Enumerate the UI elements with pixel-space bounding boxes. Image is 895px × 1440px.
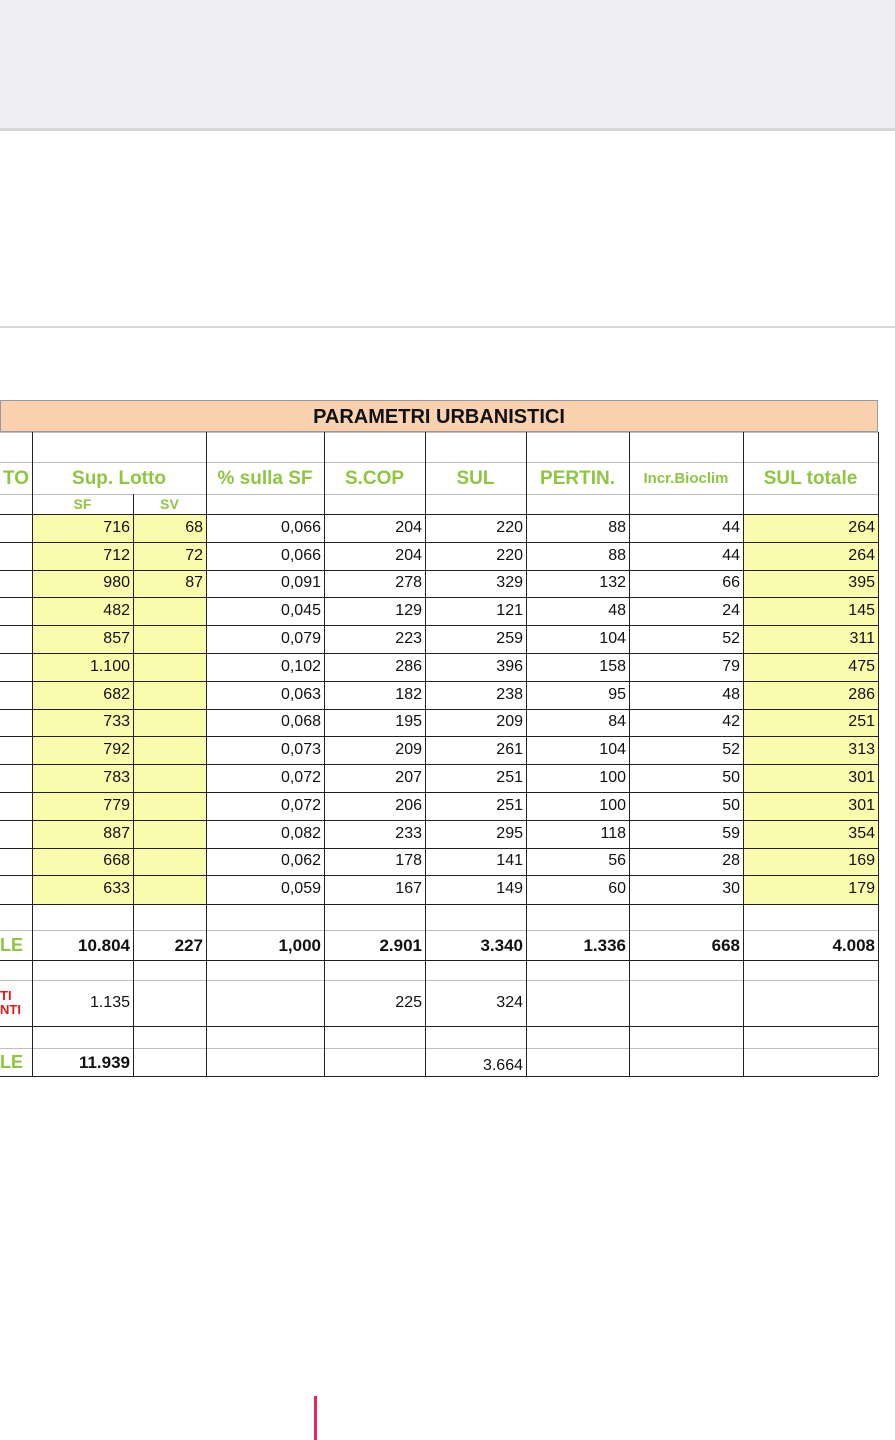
grid-vline <box>526 432 527 1076</box>
cell-sul: 259 <box>496 630 523 648</box>
cell-sf: 1.100 <box>89 657 130 675</box>
cell-sf: 682 <box>103 685 130 703</box>
cell-incr: 52 <box>722 741 740 759</box>
grid-hline <box>0 570 878 571</box>
subtotal-incr: 668 <box>711 935 740 955</box>
cell-sul: 295 <box>496 824 523 842</box>
grid-hline <box>0 462 878 463</box>
total-label: LE <box>0 1052 24 1072</box>
subtotal-perc: 1,000 <box>278 935 321 955</box>
header-sf: SF <box>73 496 92 512</box>
cell-tot: 301 <box>848 769 875 787</box>
cell-pertin: 95 <box>608 685 626 703</box>
cell-sul: 220 <box>496 518 523 536</box>
cell-pertin: 104 <box>599 741 626 759</box>
cell-scop: 195 <box>395 713 422 731</box>
grid-vline <box>206 432 207 1076</box>
cell-pertin: 84 <box>608 713 626 731</box>
existing-label <box>0 980 32 1026</box>
cell-tot: 251 <box>848 713 875 731</box>
grid-hline <box>0 681 878 682</box>
cell-pertin: 56 <box>608 852 626 870</box>
existing-label-line1: TI <box>0 987 12 1003</box>
spreadsheet-table <box>0 400 880 1078</box>
cell-sul: 329 <box>496 574 523 592</box>
cell-perc: 0,082 <box>280 824 321 842</box>
cell-pertin: 158 <box>599 657 626 675</box>
subtotal-sv: 227 <box>174 935 203 955</box>
cell-sv: 87 <box>185 574 203 592</box>
cell-incr: 30 <box>722 880 740 898</box>
grid-hline <box>0 736 878 737</box>
header-incr-bioclim: Incr.Bioclim <box>643 469 729 487</box>
cell-sv <box>133 875 206 903</box>
cell-pertin: 104 <box>599 630 626 648</box>
cell-incr: 42 <box>722 713 740 731</box>
subtotal-label: LE <box>0 935 24 955</box>
cell-tot: 264 <box>848 546 875 564</box>
grid-vline <box>878 432 879 1076</box>
grid-hline <box>0 653 878 654</box>
cell-sf: 783 <box>103 769 130 787</box>
grid-hline <box>0 848 878 849</box>
cell-sv <box>133 848 206 876</box>
cell-sv <box>133 653 206 681</box>
cell-perc: 0,073 <box>280 741 321 759</box>
cell-sul: 209 <box>496 713 523 731</box>
cell-incr: 44 <box>722 546 740 564</box>
existing-label-line2: NTI <box>0 1002 21 1017</box>
cell-sv <box>133 792 206 820</box>
cell-pertin: 88 <box>608 518 626 536</box>
subtotal-sul: 3.340 <box>480 935 523 955</box>
cell-sf: 792 <box>103 741 130 759</box>
cell-tot: 395 <box>848 574 875 592</box>
grid-vline <box>324 432 325 1076</box>
grid-hline <box>0 820 878 821</box>
cell-incr: 44 <box>722 518 740 536</box>
grid-hline <box>0 625 878 626</box>
grid-hline <box>0 792 878 793</box>
cell-scop: 207 <box>395 769 422 787</box>
cell-sv <box>133 709 206 737</box>
header-pertin: PERTIN. <box>540 467 615 489</box>
cell-sul: 261 <box>496 741 523 759</box>
cell-sf: 887 <box>103 824 130 842</box>
cell-scop: 206 <box>395 796 422 814</box>
header-sul-totale: SUL totale <box>763 467 858 489</box>
cell-pertin: 132 <box>599 574 626 592</box>
cell-tot: 475 <box>848 657 875 675</box>
cell-sf: 712 <box>103 546 130 564</box>
grid-hline <box>0 432 878 433</box>
subtotal-scop: 2.901 <box>379 935 422 955</box>
cell-scop: 167 <box>395 880 422 898</box>
cell-tot: 354 <box>848 824 875 842</box>
cell-tot: 264 <box>848 518 875 536</box>
cell-perc: 0,062 <box>280 852 321 870</box>
cell-perc: 0,066 <box>280 546 321 564</box>
grid-vline <box>743 432 744 1076</box>
page-divider <box>0 326 895 328</box>
cell-scop: 129 <box>395 602 422 620</box>
header-lotto-fragment: TO <box>3 467 30 489</box>
subtotal-pertin: 1.336 <box>583 935 626 955</box>
grid-vline <box>133 494 134 1076</box>
total-sf: 11.939 <box>78 1052 130 1072</box>
cell-pertin: 100 <box>599 796 626 814</box>
cell-sf: 980 <box>103 574 130 592</box>
cell-scop: 182 <box>395 685 422 703</box>
cell-sv <box>133 681 206 709</box>
header-perc-sf: % sulla SF <box>217 467 313 489</box>
cell-incr: 66 <box>722 574 740 592</box>
cell-tot: 286 <box>848 685 875 703</box>
cell-tot: 145 <box>848 602 875 620</box>
cell-tot: 313 <box>848 741 875 759</box>
cell-pertin: 88 <box>608 546 626 564</box>
top-toolbar <box>0 0 895 131</box>
header-scop: S.COP <box>344 467 405 489</box>
grid-hline <box>0 514 878 515</box>
cell-pertin: 118 <box>600 824 626 842</box>
cell-sul: 251 <box>496 769 523 787</box>
existing-scop: 225 <box>395 994 422 1011</box>
header-sup-lotto: Sup. Lotto <box>72 467 166 489</box>
cell-perc: 0,059 <box>280 880 321 898</box>
cell-perc: 0,072 <box>280 769 321 787</box>
cell-tot: 169 <box>848 852 875 870</box>
cell-incr: 50 <box>722 769 740 787</box>
cell-perc: 0,063 <box>280 685 321 703</box>
cell-sv <box>133 764 206 792</box>
grid-hline <box>0 960 878 961</box>
cell-perc: 0,068 <box>280 713 321 731</box>
grid-vline <box>425 432 426 1076</box>
cell-sv: 72 <box>185 546 203 564</box>
cell-sf: 779 <box>103 796 130 814</box>
existing-sul: 324 <box>496 994 523 1011</box>
cell-scop: 178 <box>395 852 422 870</box>
subtotal-tot: 4.008 <box>832 935 875 955</box>
cell-perc: 0,079 <box>280 630 321 648</box>
cell-perc: 0,072 <box>280 796 321 814</box>
cell-scop: 204 <box>395 546 422 564</box>
cell-sul: 238 <box>496 685 523 703</box>
cell-sul: 251 <box>496 796 523 814</box>
cell-perc: 0,102 <box>280 657 321 675</box>
cell-sf: 668 <box>103 852 130 870</box>
cell-sul: 396 <box>496 657 523 675</box>
cell-tot: 311 <box>849 630 875 648</box>
cell-pertin: 48 <box>608 602 626 620</box>
cell-sul: 220 <box>496 546 523 564</box>
grid-hline <box>0 904 878 905</box>
cell-incr: 28 <box>722 852 740 870</box>
cell-pertin: 60 <box>608 880 626 898</box>
cell-incr: 50 <box>722 796 740 814</box>
cell-perc: 0,091 <box>280 574 321 592</box>
grid-hline <box>0 709 878 710</box>
grid-hline <box>0 980 878 981</box>
cell-pertin: 100 <box>599 769 626 787</box>
header-sv: SV <box>160 496 179 512</box>
cell-sv <box>133 736 206 764</box>
cell-sul: 149 <box>496 880 523 898</box>
cell-incr: 52 <box>722 630 740 648</box>
grid-hline <box>0 1076 878 1077</box>
cell-tot: 179 <box>848 880 875 898</box>
cell-sf: 482 <box>103 602 130 620</box>
text-cursor <box>314 1396 317 1440</box>
cell-tot: 301 <box>848 796 875 814</box>
grid-hline <box>0 494 878 495</box>
cell-incr: 79 <box>722 657 740 675</box>
cell-scop: 286 <box>395 657 422 675</box>
grid-vline <box>629 432 630 1076</box>
cell-sul: 121 <box>496 602 523 620</box>
grid-hline <box>0 1026 878 1027</box>
existing-sf: 1.135 <box>89 994 130 1011</box>
cell-perc: 0,066 <box>280 518 321 536</box>
cell-sv: 68 <box>185 518 203 536</box>
cell-sf: 633 <box>103 880 130 898</box>
cell-sul: 141 <box>496 852 523 870</box>
cell-scop: 223 <box>395 630 422 648</box>
subtotal-sf: 10.804 <box>78 935 130 955</box>
sheet-title: PARAMETRI URBANISTICI <box>0 400 878 432</box>
cell-sf: 857 <box>103 630 130 648</box>
cell-scop: 233 <box>395 824 422 842</box>
cell-incr: 48 <box>722 685 740 703</box>
grid-hline <box>0 542 878 543</box>
cell-scop: 209 <box>395 741 422 759</box>
cell-scop: 204 <box>395 518 422 536</box>
cell-sv <box>133 820 206 848</box>
grid-hline <box>0 930 878 931</box>
grid-vline <box>32 432 33 1076</box>
cell-scop: 278 <box>395 574 422 592</box>
grid-hline <box>0 875 878 876</box>
cell-incr: 59 <box>722 824 740 842</box>
cell-sf: 733 <box>103 713 130 731</box>
total-sul: 3.664 <box>482 1057 523 1074</box>
cell-sf: 716 <box>103 518 130 536</box>
cell-perc: 0,045 <box>280 602 321 620</box>
cell-sv <box>133 597 206 625</box>
grid-hline <box>0 597 878 598</box>
grid-hline <box>0 764 878 765</box>
cell-incr: 24 <box>722 602 740 620</box>
grid-hline <box>0 1048 878 1049</box>
header-sul: SUL <box>456 467 495 489</box>
cell-sv <box>133 625 206 653</box>
